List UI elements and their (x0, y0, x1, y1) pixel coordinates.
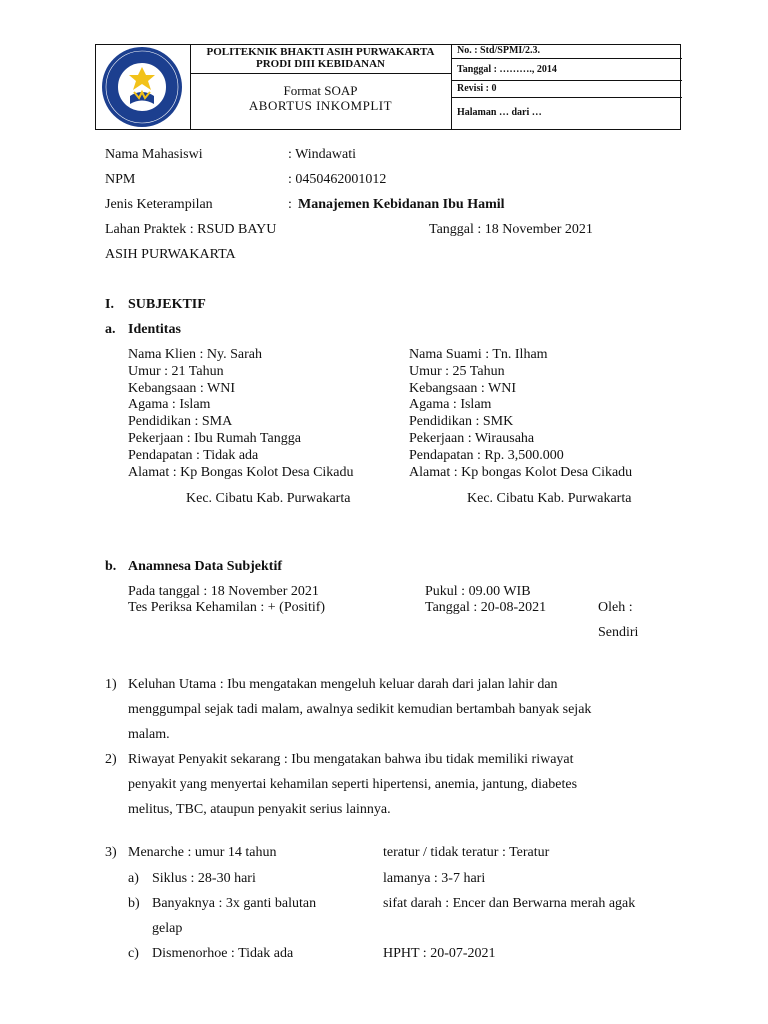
skill-type-label: Jenis Keterampilan (105, 197, 213, 212)
header-format-title: Format SOAP (283, 83, 358, 98)
header-institution-name: POLITEKNIK BHAKTI ASIH PURWAKARTA (206, 46, 435, 58)
student-name-value: : Windawati (288, 147, 356, 162)
menstrual-regularity: teratur / tidak teratur : Teratur (383, 845, 550, 860)
client-religion: Agama : Islam (128, 397, 211, 413)
blood-nature-continued: gelap (152, 921, 183, 936)
header-divider-middle (190, 73, 451, 74)
skill-type-value: Manajemen Kebidanan Ibu Hamil (298, 197, 505, 212)
husband-age: Umur : 25 Tahun (409, 363, 505, 379)
skill-type-colon: : (288, 197, 292, 212)
subsection-letter-a: a. (105, 322, 116, 337)
husband-name: Nama Suami : Tn. Ilham (409, 347, 548, 362)
client-address-line2: Kec. Cibatu Kab. Purwakarta (186, 491, 351, 506)
current-illness-line3: melitus, TBC, ataupun penyakit serius lainnya. (128, 802, 391, 817)
client-income: Pendapatan : Tidak ada (128, 447, 259, 463)
section-number: I. (105, 297, 114, 312)
subsection-title-anamnesa: Anamnesa Data Subjektif (128, 559, 283, 574)
menarche-age: Menarche : umur 14 tahun (128, 845, 277, 860)
husband-address-line2: Kec. Cibatu Kab. Purwakarta (467, 491, 632, 506)
husband-religion: Agama : Islam (409, 397, 492, 413)
client-name: Nama Klien : Ny. Sarah (128, 347, 262, 362)
item-1-number: 1) (105, 677, 117, 692)
pregnancy-test-by-label: Oleh : (598, 600, 633, 615)
practice-date: Tanggal : 18 November 2021 (429, 222, 593, 237)
sub-item-c-letter: c) (128, 946, 139, 961)
header-doc-number: No. : Std/SPMI/2.3. (457, 45, 541, 56)
last-menstrual-period: HPHT : 20-07-2021 (383, 946, 496, 961)
husband-address: Alamat : Kp bongas Kolot Desa Cikadu (409, 464, 633, 480)
menstrual-amount: Banyaknya : 3x ganti balutan (152, 896, 317, 911)
current-illness-line1: Riwayat Penyakit sekarang : Ibu mengatakan bahwa ibu tidak memiliki riwayat (128, 752, 574, 767)
dysmenorrhea: Dismenorhoe : Tidak ada (152, 946, 294, 961)
document-header-table (95, 44, 681, 130)
menstrual-cycle: Siklus : 28-30 hari (152, 871, 256, 886)
client-nationality: Kebangsaan : WNI (128, 380, 236, 396)
header-format-subtitle: ABORTUS INKOMPLIT (248, 98, 393, 113)
sub-item-a-letter: a) (128, 871, 139, 886)
client-occupation: Pekerjaan : Ibu Rumah Tangga (128, 430, 301, 446)
header-doc-date: Tanggal : ………., 2014 (457, 64, 557, 75)
anamnesa-date: Pada tanggal : 18 November 2021 (128, 584, 319, 599)
institution-logo (101, 46, 183, 128)
anamnesa-time: Pukul : 09.00 WIB (425, 584, 531, 599)
header-program-name: PRODI DIII KEBIDANAN (256, 58, 385, 70)
client-education: Pendidikan : SMA (128, 414, 233, 430)
pregnancy-test-by-value: Sendiri (598, 625, 639, 640)
item-3-number: 3) (105, 845, 117, 860)
chief-complaint-line1: Keluhan Utama : Ibu mengatakan mengeluh keluar darah dari jalan lahir dan (128, 677, 558, 692)
pregnancy-test: Tes Periksa Kehamilan : + (Positif) (128, 600, 326, 615)
client-identity-list (128, 347, 354, 481)
section-title-subjektif: SUBJEKTIF (128, 297, 206, 312)
pregnancy-test-date: Tanggal : 20-08-2021 (425, 600, 547, 615)
blood-nature: sifat darah : Encer dan Berwarna merah agak (383, 896, 636, 911)
practice-place-line2: ASIH PURWAKARTA (105, 247, 236, 262)
student-name-label: Nama Mahasiswi (105, 147, 203, 162)
chief-complaint-line2: menggumpal sejak tadi malam, awalnya sedikit kemudian bertambah banyak sejak (128, 702, 592, 717)
practice-place-line1: Lahan Praktek : RSUD BAYU (105, 222, 277, 237)
husband-occupation: Pekerjaan : Wirausaha (409, 430, 535, 446)
husband-education: Pendidikan : SMK (409, 414, 514, 430)
current-illness-line2: penyakit yang menyertai kehamilan seperti hipertensi, anemia, jantung, diabetes (128, 777, 578, 792)
header-revision: Revisi : 0 (457, 83, 497, 94)
item-2-number: 2) (105, 752, 117, 767)
student-npm-label: NPM (105, 172, 136, 187)
husband-nationality: Kebangsaan : WNI (409, 380, 517, 396)
header-page-count: Halaman … dari … (457, 107, 542, 118)
header-row-line-1 (451, 58, 682, 59)
header-row-line-2 (451, 80, 682, 81)
subsection-title-identitas: Identitas (128, 322, 181, 337)
header-row-line-3 (451, 97, 682, 98)
husband-income: Pendapatan : Rp. 3,500.000 (409, 447, 564, 463)
client-age: Umur : 21 Tahun (128, 363, 224, 379)
chief-complaint-line3: malam. (128, 727, 170, 742)
student-npm-value: : 0450462001012 (288, 172, 387, 187)
subsection-letter-b: b. (105, 559, 117, 574)
sub-item-b-letter: b) (128, 896, 140, 911)
client-address: Alamat : Kp Bongas Kolot Desa Cikadu (128, 464, 354, 480)
husband-identity-list (409, 347, 632, 481)
menstrual-duration: lamanya : 3-7 hari (383, 871, 486, 886)
